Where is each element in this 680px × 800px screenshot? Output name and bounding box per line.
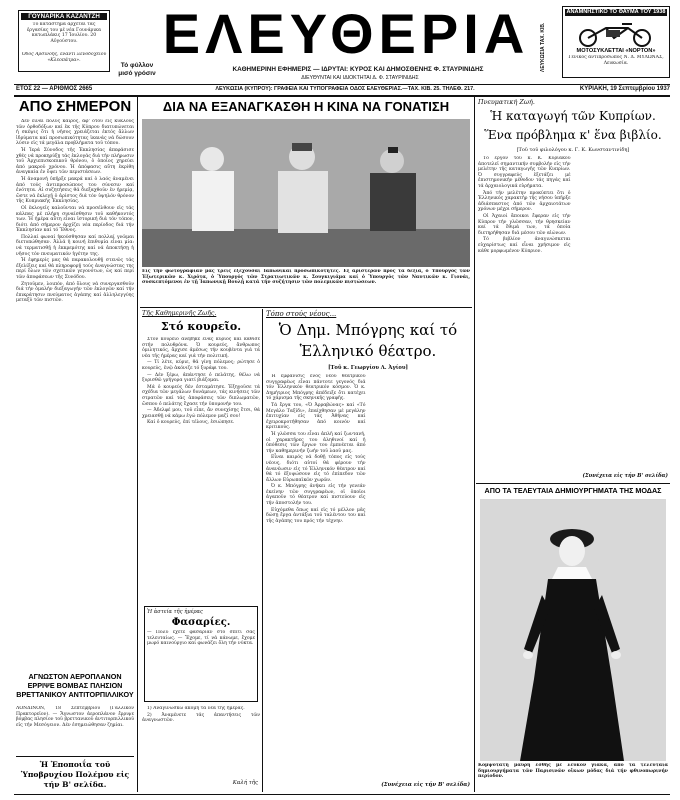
masthead-subtitle-2: ΔΙΕΥΘΥΝΤΑΙ ΚΑΙ ΙΔΙΟΚΤΗΤΑΙ Δ. Φ. ΣΤΑΥΡΙΝΙΔΗΣ — [301, 75, 419, 81]
fur-ad-sub: Ὁδός Ἀρσινόης, ἔναντι Ξενοδοχείου «Κλεοπάτρα». — [21, 52, 107, 63]
col1-footer: Ἡ Ἐποποιΐα τοῦ Ὑποβρυχίου Πολέμου εἰς τήν Β' σελίδα. — [20, 760, 130, 789]
motorcycle-ad-title: ΑΝΑΜΝΗΣΤΙΚΟ ΤΟ ΘΑΥΜΑ ΤΟΥ 1938 — [566, 9, 666, 15]
vertical-label: ΛΕΥΚΩΣΙΑ ΤΑΧ. ΚΙΒ. — [540, 22, 546, 72]
col2-kicker: Τῆς Καθημερινῆς Ζωῆς. — [142, 310, 217, 317]
masthead-title: ΕΛΕΥΘΕΡΙΑ — [162, 2, 530, 65]
col1-footer-rule — [16, 756, 134, 757]
col1-paragraph: Ἡ ἐφημερίς μας θά παρακολουθῇ στενῶς τάς ἐξελίξεις καί θά πληροφορῇ τούς ἀναγνώστας της περί ὅλων τῶν σχετικῶν γεγονότων, ὡς καί περί τῶν ἀποφάσεων τῆς Συνόδου. — [16, 258, 134, 281]
col3-paragraph: Ἡ ἐμφάνισις ἑνός νέου θεατρικοῦ συγγραφέως εἶναι πάντοτε γεγονός διά τόν Ἑλληνικόν θεατρικόν κόσμον. Ὁ κ. Δημήτριος Μπόγρης ἀπέδειξε ὅτι κατέχει τό χάρισμα τῆς σκηνικῆς γραφῆς. — [266, 374, 366, 402]
col3-kicker: Τόπο στούς νέους... — [266, 310, 337, 318]
motorcycle-ad-text: Γενικός ἀντιπρόσωπος Ν. Δ. ΜΥΛΩΝΑΣ, Λευκωσία. — [568, 55, 664, 66]
col2-paragraph: Μά ὁ κουρεύς δέν ἐσταμάτησε. Ἐξηγοῦσε τά σχέδια τῶν μεγάλων δυνάμεων, τάς κινήσεις τῶν στρατῶν καί τάς ἀποφάσεις τῶν διπλωματῶν, ὥσπου ὁ πελάτης ἔχασε τήν ὑπομονήν του. — [142, 384, 260, 407]
col2-joke-kicker: Ἡ ἀστεία τῆς ἡμέρας — [147, 609, 203, 615]
col1-news-heading: ΑΓΝΩΣΤΟΝ ΑΕΡΟΠΛΑΝΟΝ ΕΡΡΙΨΕ ΒΟΜΒΑΣ ΠΛΗΣΙΟΝ ΒΡΕΤΤΑΝΙΚΟΥ ΑΝΤΙΤΟΡΠΙΛΛΙΚΟΥ — [16, 672, 134, 699]
col4-body — [478, 156, 668, 470]
china-heading: ΔΙΑ ΝΑ ΕΞΑΝΑΓΚΑΣΘΗ Η ΚΙΝΑ ΝΑ ΓΟΝΑΤΙΣΗ — [162, 99, 450, 114]
col4-heading-1: Ἡ καταγωγή τῶν Κυπρίων. — [490, 109, 656, 123]
col4-paragraph: Ἀπό τήν μελέτην προκύπτει ὅτι ὁ Ἑλληνικός χαρακτήρ τῆς νήσου ὑπῆρξε ἀδιάσπαστος ἀπό τῶν ἀρχαιοτάτων χρόνων μέχρι σήμερον. — [478, 190, 571, 213]
col3-body — [266, 374, 470, 778]
fashion-photo — [480, 499, 666, 761]
china-photo-figures — [142, 119, 470, 267]
col2-paragraph: — Τί λέτε, κύριε, θά γίνῃ πόλεμος; ρώτησε ὁ κουρεύς, ἐνῷ ἀκόνιζε τό ξυράφι του. — [142, 360, 260, 371]
col2-signature: Καλή τῆς — [232, 780, 258, 786]
col2-note: 1) Ἀναγινώσκω ἀκόμη τά νέα τῆς ἡμέρας. — [147, 706, 245, 711]
fur-ad-title: ΓΟΥΝΑΡΙΚΑ ΚΑΖΑΝΤΖΗ — [21, 13, 107, 20]
col3-paragraph: Τά ἔργα του, «Ὁ Ἀρραβώνας» καί «Τό Μεγάλο Ταξίδι», ἐπαίχθησαν μέ μεγάλην ἐπιτυχίαν εἰς τάς Ἀθήνας καί ἐχειροκροτήθησαν ἀπό κοινόν καί κριτικούς. — [266, 402, 366, 431]
col2-paragraph: Στόν κουρεῖο ἀνέβηκε ἕνας κύριος καί κάθισε στήν πολυθρόνα. Ὁ κουρεύς, ἄνθρωπος ὁμιλητικός, ἄρχισε ἀμέσως τήν κουβέντα γιά τά νέα τῆς ἡμέρας καί γιά τήν πολιτική. — [142, 337, 260, 359]
issue-number: ΕΤΟΣ 22 — ΑΡΙΘΜΟΣ 2665 — [16, 86, 93, 92]
to-fyllon-label: Τό φύλλον — [120, 62, 154, 69]
publication-date: ΚΥΡΙΑΚΗ, 19 Σεπτεμβρίου 1937 — [579, 86, 670, 92]
col3-paragraph: Εὐχόμεθα ὅπως καί εἰς τό μέλλον μᾶς δώσῃ ἔργα ἀντάξια τοῦ ταλέντου του καί τῆς ἀγάπης του πρός τήν τέχνην. — [266, 507, 366, 524]
col2-note: 2) Ἀναμένετε τάς ἀπαντήσεις τῶν ἀναγνωστῶν. — [142, 712, 260, 724]
col2-paragraph: — Δέν ξέρω, ἀπάντησε ὁ πελάτης, θέλω νά ξυρισθῶ γρήγορα γιατί βιάζομαι. — [142, 372, 260, 384]
col2-paragraph: — Ἀδελφέ μου, τοῦ εἶπε, ἄν συνεχίσῃς ἔτσι, θά χρειασθῇ νά κάμω ἐγώ πόλεμον μαζί σου! — [142, 408, 260, 419]
office-address: ΛΕΥΚΩΣΙΑ (ΚΥΠΡΟΥ): ΓΡΑΦΕΙΑ ΚΑΙ ΤΥΠΟΓΡΑΦΕΙΑ ΟΔΟΣ ΕΛΕΥΘΕΡΙΑΣ.—ΤΑΧ. ΚΙΒ. 25. ΤΗΛΕΦ. 217. — [215, 86, 475, 92]
col4-paragraph: Οἱ Ἀχαιοί ἄποικοι ἔφεραν εἰς τήν Κύπρον τήν γλῶσσαν, τήν θρησκείαν καί τά ἔθιμά των, τά ὁποῖα διετηρήθησαν διά μέσου τῶν αἰώνων. — [478, 213, 571, 236]
rule-bottom — [14, 794, 670, 795]
col3-paragraph: Ἡ γλῶσσα του εἶναι ἁπλῆ καί ζωντανή, οἱ χαρακτῆρες του ἀληθινοί καί ἡ ὑπόθεσις τῶν ἔργων του ἐμπνέεται ἀπό τήν καθημερινήν ζωήν τοῦ λαοῦ μας. — [266, 431, 366, 454]
fashion-top-rule — [476, 483, 670, 484]
col1-paragraph: Πολλαί φωναί ἠκούσθησαν καί πολλαί γνῶμαι διετυπώθησαν. Ἀλλά ἡ κοινή ἐπιθυμία εἶναι μία: νά τερματισθῇ ἡ ἐκκρεμότης καί νά ἀποκτήσῃ ἡ νῆσος τόν πνευματικόν ἡγέτην της. — [16, 234, 134, 257]
masthead-subtitle: ΚΑΘΗΜΕΡΙΝΗ ΕΦΗΜΕΡΙΣ — ΙΔΡΥΤΑΙ: ΚΥΡΟΣ ΚΑΙ ΔΗΜΟΣΘΕΝΗΣ Φ. ΣΤΑΥΡΙΝΙΔΗΣ — [232, 66, 484, 73]
col4-paragraph: Τό βιβλίον ἀναγινώσκεται εὐχαρίστως καί εἶναι χρήσιμον εἰς κάθε μορφωμένον Κύπριον. — [478, 237, 571, 254]
col1-paragraph: Οἱ ἐκλογεῖς καλοῦνται νά προσέλθουν εἰς τάς κάλπας μέ πλήρη συναίσθησιν τοῦ καθήκοντός των. Ἡ ἡμέρα αὕτη εἶναι ἱστορική διά τόν τόπον, διότι ἀπό σήμερον ἀρχίζει νέα περίοδος διά τήν Ἐκκλησίαν καί τό Ἔθνος. — [16, 205, 134, 234]
china-photo — [142, 119, 470, 267]
col4-kicker: Πνευματική Ζωή. — [478, 98, 535, 106]
col2-notes — [142, 706, 260, 776]
fur-ad-box — [18, 10, 110, 72]
col1-body — [16, 119, 134, 669]
fur-ad-text: Τό κατάστημα ἄρχεται τάς ἐργασίας του μέ νέα Γουνάρικα κατωπλάκις 17 Ἰουλίου. 20 Αὐγούστου. — [26, 22, 102, 44]
col-divider-3 — [474, 97, 475, 792]
col4-byline: [Τοῦ τοῦ φιλολόγου κ. Γ. Κ. Κωνσταντινίδη] — [516, 147, 630, 153]
col1-paragraph: Ζητοῦμεν, λοιπόν, ἀπό ὅλους νά συνεργασθοῦν διά τήν ὁμαλήν διεξαγωγήν τῶν ἐκλογῶν καί τήν ἐπικράτησιν πνεύματος ἀγάπης καί ἀλληλεγγύης μεταξύ τῶν πιστῶν. — [16, 281, 134, 304]
col-divider-2 — [262, 309, 263, 792]
col2-joke-box — [144, 606, 258, 702]
china-caption: Εἰς τήν φωτογραφίαν μας τρεῖς ἐξέχουσαι Ἰαπωνικαί προσωπικότητες. Ἐξ ἀριστερῶν πρός τά δεξιά, ὁ Ὑπουργός τῶν Ἐξωτερικῶν κ. Χιρότα, ὁ Ὑπουργός τῶν Στρατιωτικῶν κ. Σουγκιγιάμα καί ὁ Ὑπουργός τῶν Ναυτικῶν κ. Γιονάι, συσκεπτόμενοι ἐν τῇ Ἰαπωνικῇ Βουλῇ κατά τήν συζήτησιν τῶν πολεμικῶν πιστώσεων. — [142, 269, 470, 286]
china-bottom-rule — [140, 307, 472, 308]
col2-body — [142, 337, 260, 603]
col3-heading: Ὁ Δημ. Μπόγρης καί τό Ἑλληνικό θέατρο. — [278, 321, 458, 360]
col4-heading-2: Ἕνα πρόβλημα κ' ἕνα βιβλίο. — [484, 128, 662, 142]
col2-heading: Στό κουρεῖο. — [160, 320, 242, 333]
col-divider-1 — [137, 97, 138, 792]
fashion-caption: Κομψοτάτη μαύρη ἐσθής μέ λευκόν γιακά, ἀπό τά τελευταῖα δημιουργήματα τῶν Παρισινῶν οἴκων μόδας διά τήν φθινοπωρινήν περίοδον. — [478, 763, 668, 780]
col1-news-body: ΛΟΝΔΙΝΟΝ, 18 Σεπτεμβρίου (Γαλλικόν Πρακτορεῖον). — Ἄγνωστον ἀεροπλάνον ἔρριψε βόμβας πλησίον τοῦ βρεττανικοῦ ἀντιτορπιλλικοῦ εἰς τήν Μεσόγειον. Δέν ἐσημειώθησαν ζημίαι. — [16, 706, 134, 728]
col3-paragraph: Εἶναι καιρός νά δοθῇ τόπος εἰς τούς νέους, διότι αὐτοί θά φέρουν τήν ἀνανέωσιν εἰς τό Ἑλληνικόν θέατρον καί θά τό ἐξυψώσουν εἰς τό ἐπίπεδον τῶν ἄλλων Εὐρωπαϊκῶν χωρῶν. — [266, 455, 366, 483]
col1-paragraph: Δεν εἶναι πολύς καιρός, ἀφ' ὅτου εἰς κύκλους τῶν ὀρθοδόξων καί ἐκ τῆς Κύπρου διατυπώνεται ἡ σκέψις ὅτι ἡ νῆσος χρειάζεται ἐκτός ἄλλων ἰδρύματα καί προσωπικότητας ἱκανάς νά δώσουν λύσιν εἰς τά μεγάλα προβλήματα τοῦ τόπου. — [16, 119, 134, 147]
col1-heading: ΑΠΟ ΣΗΜΕΡΟΝ — [18, 98, 132, 115]
fashion-photo-figure — [480, 499, 666, 761]
col4-continued: (Συνέχεια εἰς τήν Β' σελίδα) — [582, 473, 668, 479]
motorcycle-ad-box — [562, 6, 670, 78]
fashion-heading: ΑΠΟ ΤΑ ΤΕΛΕΥΤΑΙΑ ΔΗΜΙΟΥΡΓΗΜΑΤΑ ΤΗΣ ΜΟΔΑΣ — [484, 486, 662, 495]
motorcycle-ad-brand: ΜΟΤΟΣΥΚΛΕΤΤΑΙ «ΝΟΡΤΟΝ» — [576, 48, 656, 54]
col1-paragraph: Ἡ Ἱερά Σύνοδος τῆς Ἐκκλησίας ἀπεφάσισε χθές νά προκηρύξῃ τάς ἐκλογάς διά τήν πλήρωσιν τοῦ Ἀρχιεπισκοπικοῦ θρόνου, ὁ ὁποῖος χηρεύει ἀπό μακροῦ χρόνου. Ἡ ἀπόφασις αὕτη ἐκρίθη ἀναγκαία ἐν ὄψει τῶν περιστάσεων. — [16, 147, 134, 176]
col3-paragraph: Ὁ κ. Μπόγρης ἀνήκει εἰς τήν γενεάν ἐκείνην τῶν συγγραφέων, οἱ ὁποῖοι ἀγαποῦν τό θέατρον καί πιστεύουν εἰς τήν ἀποστολήν του. — [266, 484, 366, 507]
col3-continued: (Συνέχεια εἰς τήν Β' σελίδα) — [381, 782, 470, 788]
col2-paragraph: Καί ὁ κουρεύς, ἐπί τέλους, ἐσιώπησε. — [147, 420, 235, 426]
col2-joke-body: — Πολύ ἔχετε φασαρίαν στό σπίτι σας τελευταίως. — Ἔχομε, τί νά κάνωμε, ἔχομε μωρό καινούργιο καί φωνάζει ὅλη τήν νύκτα. — [147, 630, 255, 647]
col1-paragraph: Ἡ ἀναμονή ὑπῆρξε μακρά καί ὁ λαός ἀναμένει ἀπό τούς ἀντιπροσώπους του σύνεσιν καί ἑνότητα. Αἱ συζητήσεις θά διεξαχθοῦν ἐν ἠρεμίᾳ, ὥστε νά ἐκλεγῇ ὁ ἀρίστος διά τόν ὑψηλόν θρόνον τῆς Κυπριακῆς Ἐκκλησίας. — [16, 176, 134, 205]
col4-paragraph: Τό ἔργον τοῦ κ. Κ. Κυριάκου ἀποτελεῖ σημαντικήν συμβολήν εἰς τήν μελέτην τῆς καταγωγῆς τῶν Κυπρίων. Ὁ συγγραφεύς ἐξετάζει μέ ἐπιστημονικήν μέθοδον τάς πηγάς καί τά ἀρχαιολογικά εὑρήματα. — [478, 156, 571, 189]
price-value: μισό γρόσιν — [118, 70, 156, 77]
price-label — [112, 62, 162, 82]
col3-byline: [Τοῦ κ. Γεωργίου Λ. Ἀγίου] — [328, 365, 408, 371]
col2-joke-heading: Φασαρίες. — [171, 617, 231, 628]
motorcycle-illustration — [566, 18, 666, 48]
